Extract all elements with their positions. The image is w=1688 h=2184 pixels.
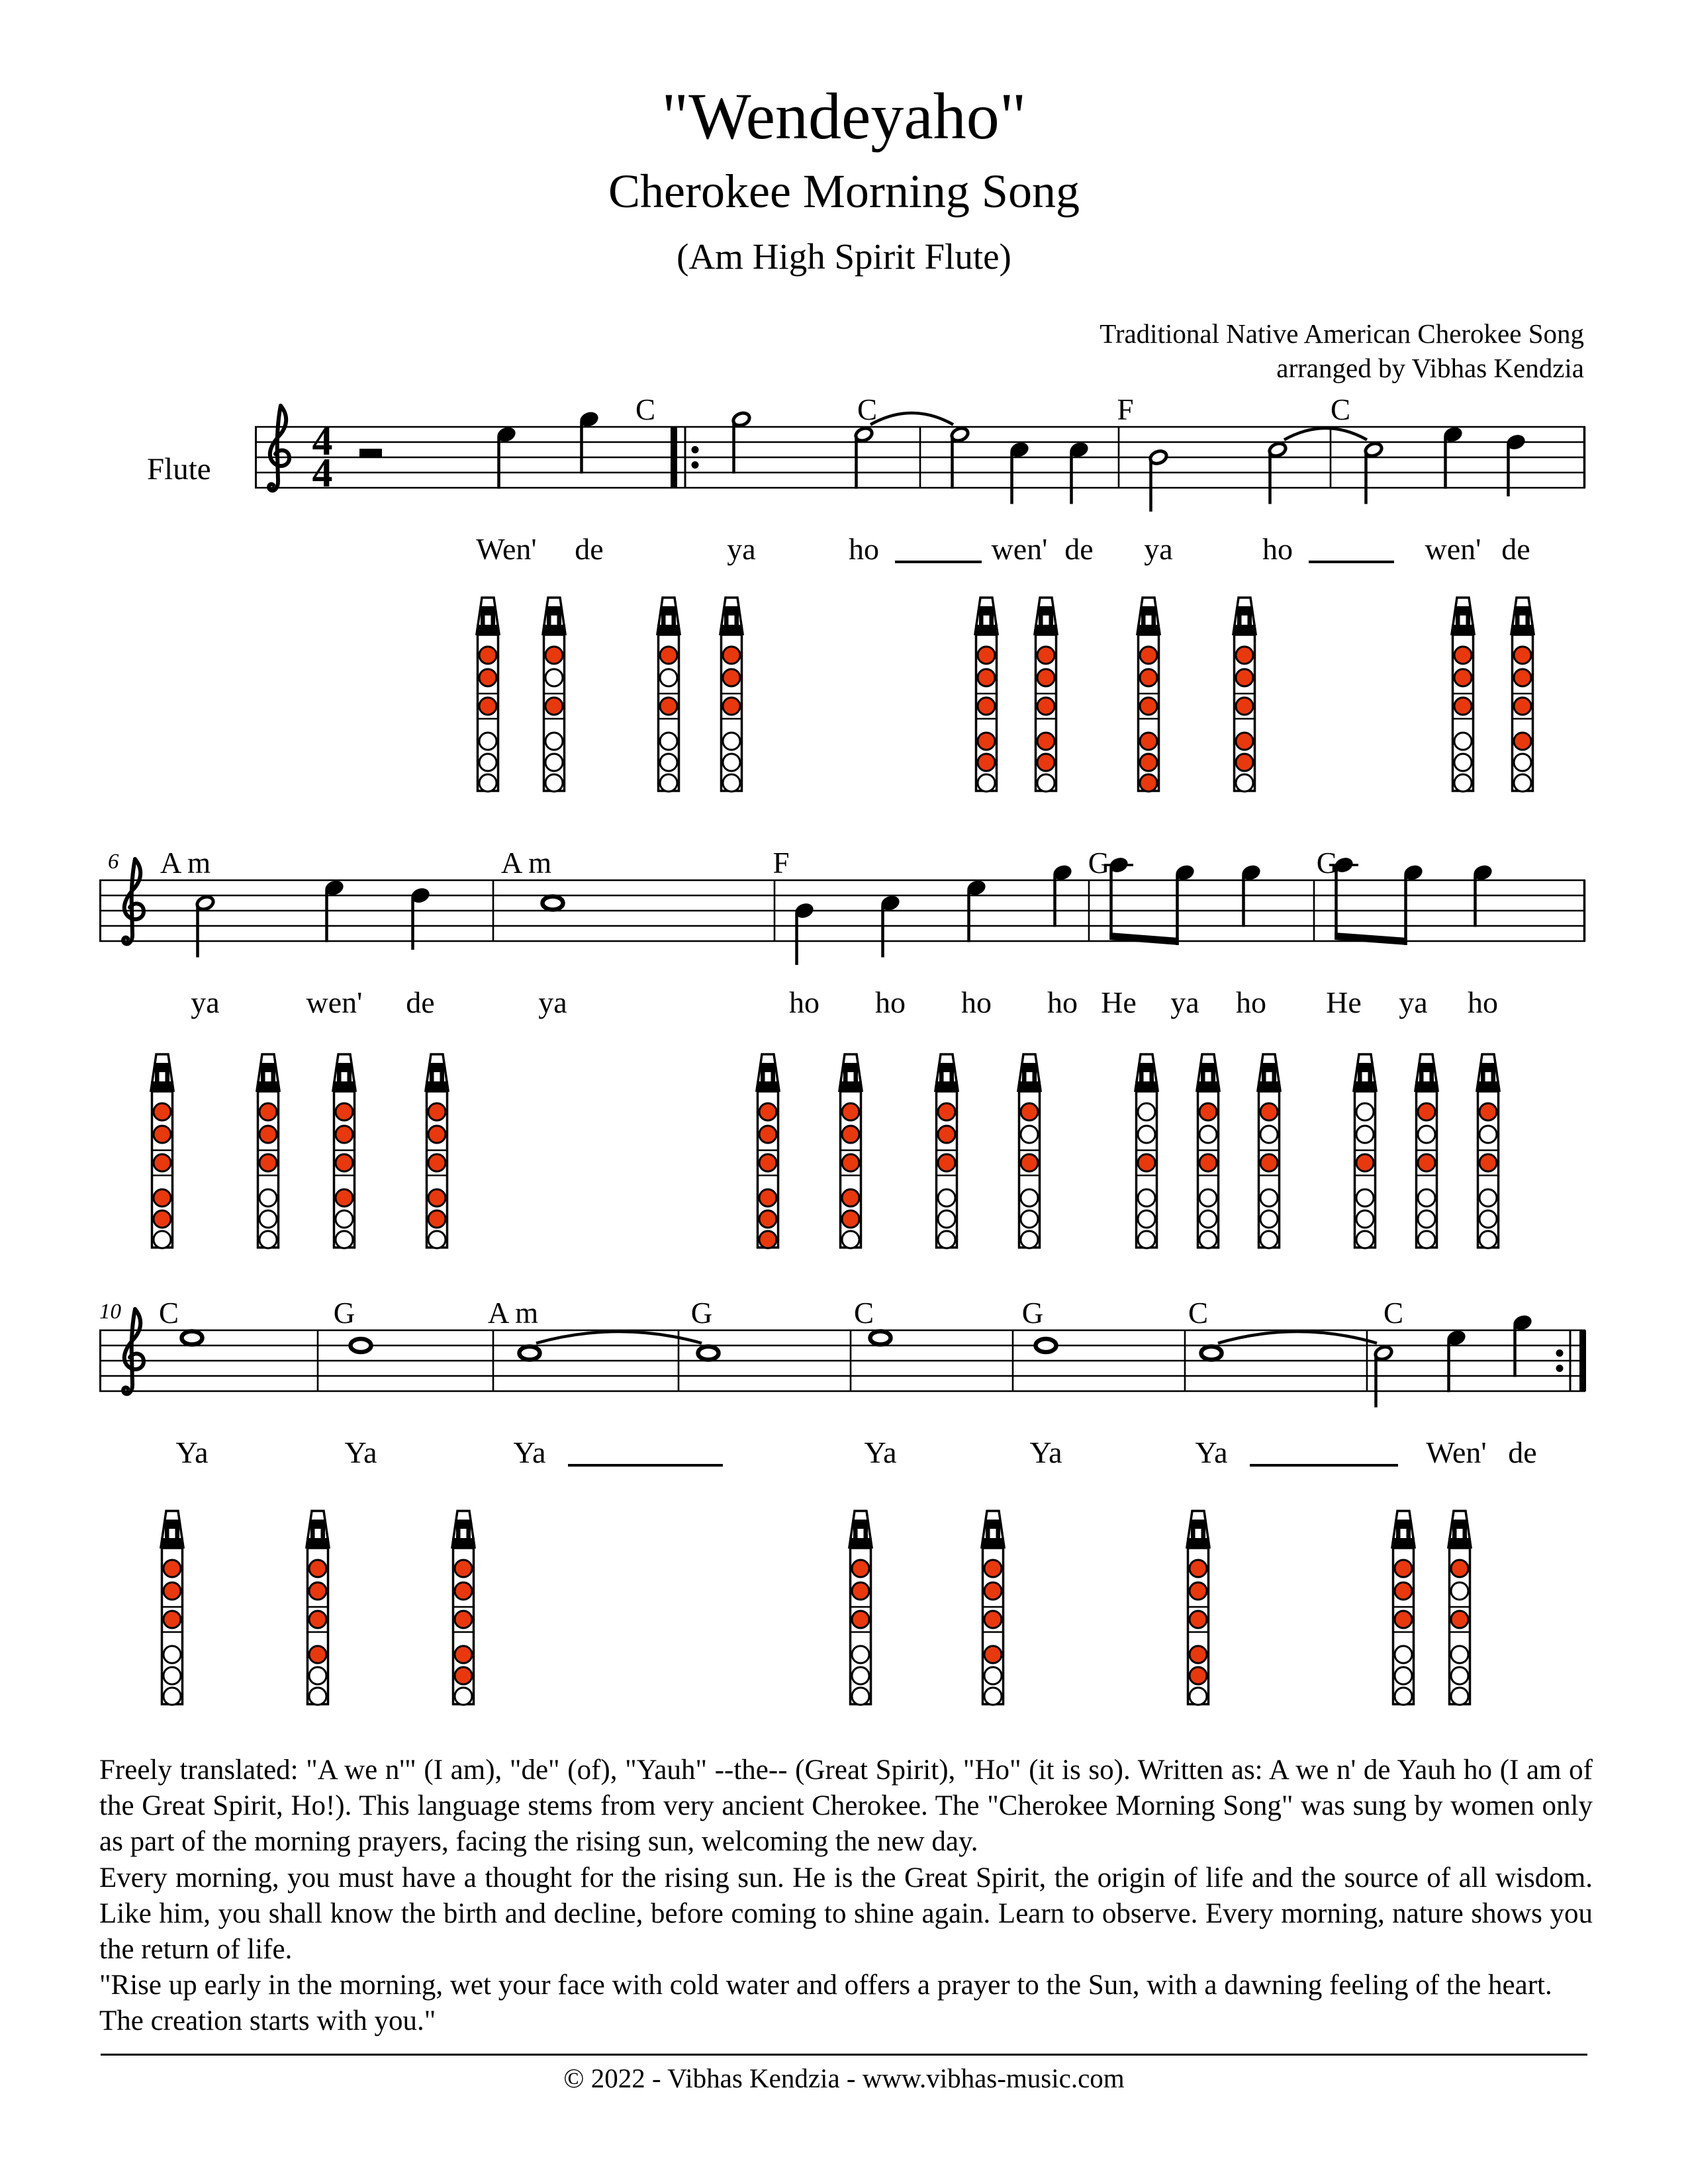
open-hole (1418, 1189, 1435, 1206)
closed-hole (455, 1611, 472, 1628)
closed-hole (455, 1646, 472, 1663)
closed-hole (938, 1103, 955, 1120)
flute-fingering-diagram (1227, 596, 1262, 793)
closed-hole (309, 1582, 326, 1600)
flute-fingering-diagram (1181, 1509, 1215, 1706)
closed-hole (1260, 1154, 1278, 1171)
closed-hole (978, 754, 995, 771)
closed-hole (164, 1611, 181, 1628)
flute-fingering-diagram (1191, 1052, 1225, 1250)
closed-hole (1454, 669, 1472, 686)
chord-symbol: G (1316, 846, 1338, 880)
closed-hole (336, 1126, 353, 1143)
flute-fingering-diagram (420, 1052, 454, 1250)
closed-hole (309, 1611, 326, 1628)
time-signature-bottom: 4 (312, 451, 333, 496)
closed-hole (1037, 669, 1055, 686)
chord-symbol: G (690, 1297, 713, 1330)
lyric-syllable: de (1064, 532, 1094, 566)
half-rest (359, 449, 382, 457)
open-hole (1451, 1582, 1468, 1600)
chord-symbol: C (1188, 1297, 1209, 1330)
lyric-syllable: de (1508, 1435, 1537, 1469)
closed-hole (723, 698, 740, 715)
lyric-syllable: wen' (306, 985, 363, 1019)
open-hole (455, 1688, 472, 1705)
closed-hole (984, 1646, 1002, 1663)
page-subtitle: Cherokee Morning Song (608, 165, 1080, 218)
lyric-syllable: ya (727, 532, 756, 566)
lyric-syllable: ya (1144, 532, 1173, 566)
closed-hole (1418, 1154, 1435, 1171)
flute-fingering-diagram (471, 596, 505, 793)
closed-hole (852, 1611, 869, 1628)
chord-symbol: C (857, 393, 878, 426)
footer-rule (101, 2054, 1587, 2056)
lyric-syllable: ho (1047, 985, 1078, 1019)
open-hole (1138, 1189, 1155, 1206)
translation-paragraph-2: Every morning, you must have a thought for the rising sun. He is the Great Spirit, the origin of life and the source of all wisdom. Like him, you shall know the birth and decline, before coming to shine again. Learn to observe. Every morning, nature shows you the return of life. (99, 1862, 1593, 1965)
closed-hole (978, 698, 995, 715)
closed-hole (1514, 733, 1531, 750)
closed-hole (1140, 647, 1157, 664)
open-hole (1395, 1688, 1412, 1705)
open-hole (852, 1667, 869, 1684)
tie-arc (870, 413, 953, 425)
closed-hole (154, 1154, 171, 1171)
open-hole (545, 733, 563, 750)
flute-fingering-diagram (251, 1052, 285, 1250)
flute-fingering-diagram (651, 596, 686, 793)
closed-hole (154, 1189, 171, 1206)
lyric-syllable: Ya (864, 1435, 897, 1469)
closed-hole (455, 1582, 472, 1600)
lyric-extender (1250, 1464, 1398, 1467)
lyric-syllable: Wen' (1426, 1435, 1487, 1469)
closed-hole (259, 1103, 277, 1120)
closed-hole (1454, 647, 1472, 664)
open-hole (1021, 1126, 1038, 1143)
closed-hole (259, 1154, 277, 1171)
open-hole (723, 733, 740, 750)
whole-note (1201, 1347, 1222, 1360)
tie-arc (1284, 428, 1367, 440)
open-hole (259, 1189, 277, 1206)
closed-hole (759, 1126, 776, 1143)
open-hole (1395, 1646, 1412, 1663)
part-label: Flute (147, 452, 211, 486)
open-hole (1451, 1667, 1468, 1684)
open-hole (660, 754, 677, 771)
open-hole (1454, 754, 1472, 771)
closed-hole (1260, 1103, 1278, 1120)
closed-hole (984, 1582, 1002, 1600)
lyric-syllable: Ya (513, 1435, 546, 1469)
lyric-syllable: ya (538, 985, 567, 1019)
open-hole (984, 1688, 1002, 1705)
lyric-syllable: ho (789, 985, 820, 1019)
closed-hole (1514, 647, 1531, 664)
open-hole (1260, 1126, 1278, 1143)
flute-fingering-diagram (929, 1052, 964, 1250)
lyric-syllable: ya (191, 985, 220, 1019)
open-hole (1021, 1189, 1038, 1206)
flute-fingering-diagram (1348, 1052, 1382, 1250)
flute-fingering-diagram (145, 1052, 179, 1250)
lyric-syllable: ya (1399, 985, 1428, 1019)
closed-hole (309, 1560, 326, 1577)
flute-fingering-diagram (537, 596, 571, 793)
open-hole (1454, 733, 1472, 750)
open-hole (1479, 1126, 1497, 1143)
closed-hole (479, 647, 496, 664)
flute-fingering-diagram (843, 1509, 878, 1706)
closed-hole (309, 1646, 326, 1663)
chord-symbol: C (635, 393, 656, 426)
chord-symbol: C (158, 1297, 179, 1330)
closed-hole (1199, 1103, 1217, 1120)
chord-symbol: A m (500, 846, 552, 880)
eighth-beam (1335, 933, 1407, 945)
closed-hole (938, 1154, 955, 1171)
measure-number: 10 (99, 1300, 121, 1324)
chord-symbol: C (1383, 1297, 1404, 1330)
open-hole (1479, 1189, 1497, 1206)
open-hole (545, 754, 563, 771)
closed-hole (1451, 1560, 1468, 1577)
lyric-syllable: ho (849, 532, 879, 566)
open-hole (1418, 1126, 1435, 1143)
closed-hole (428, 1126, 445, 1143)
lyric-extender (1309, 561, 1394, 563)
open-hole (938, 1189, 955, 1206)
chord-symbol: G (1021, 1297, 1044, 1330)
closed-hole (984, 1611, 1002, 1628)
lyric-extender (568, 1464, 723, 1467)
closed-hole (1236, 669, 1253, 686)
closed-hole (336, 1189, 353, 1206)
flute-fingering-diagram (1505, 596, 1540, 793)
open-hole (660, 669, 677, 686)
closed-hole (660, 698, 677, 715)
closed-hole (1021, 1103, 1038, 1120)
closed-hole (759, 1103, 776, 1120)
closed-hole (1356, 1154, 1374, 1171)
open-hole (479, 733, 496, 750)
closed-hole (545, 647, 563, 664)
flute-fingering-diagram (301, 1509, 335, 1706)
copyright-footer: © 2022 - Vibhas Kendzia - www.vibhas-music.com (563, 2063, 1125, 2093)
closed-hole (154, 1126, 171, 1143)
flute-fingering-diagram (1446, 596, 1480, 793)
closed-hole (1140, 733, 1157, 750)
closed-hole (1190, 1611, 1207, 1628)
closed-hole (852, 1560, 869, 1577)
closed-hole (1236, 733, 1253, 750)
open-hole (1356, 1103, 1374, 1120)
whole-note (351, 1339, 371, 1352)
chord-symbol: G (1088, 846, 1110, 880)
open-hole (852, 1646, 869, 1663)
closed-hole (1037, 698, 1055, 715)
open-hole (1356, 1126, 1374, 1143)
closed-hole (1190, 1667, 1207, 1684)
closed-hole (1479, 1154, 1497, 1171)
lyric-syllable: ya (1170, 985, 1199, 1019)
open-hole (545, 669, 563, 686)
flute-fingering-diagram (1131, 596, 1166, 793)
closed-hole (259, 1126, 277, 1143)
lyric-syllable: de (575, 532, 604, 566)
closed-hole (154, 1103, 171, 1120)
closed-hole (1395, 1582, 1412, 1600)
closed-hole (336, 1103, 353, 1120)
flute-fingering-diagram (327, 1052, 361, 1250)
closed-hole (1140, 669, 1157, 686)
open-hole (309, 1688, 326, 1705)
closed-hole (336, 1154, 353, 1171)
measure-number: 6 (108, 850, 119, 874)
closed-hole (1454, 698, 1472, 715)
closed-hole (978, 647, 995, 664)
instrument-note: (Am High Spirit Flute) (677, 236, 1011, 277)
open-hole (1451, 1688, 1468, 1705)
open-hole (1451, 1646, 1468, 1663)
open-hole (1199, 1189, 1217, 1206)
staff-system-2 (0, 771, 1688, 1003)
tie-arc (536, 1332, 702, 1343)
open-hole (479, 754, 496, 771)
closed-hole (984, 1560, 1002, 1577)
page-title: "Wendeyaho" (661, 79, 1027, 153)
lyric-syllable: Wen' (476, 532, 537, 566)
closed-hole (938, 1126, 955, 1143)
open-hole (984, 1667, 1002, 1684)
lyric-syllable: wen' (1425, 532, 1481, 566)
chord-symbol: A m (160, 846, 211, 880)
flute-fingering-diagram (833, 1052, 868, 1250)
open-hole (164, 1667, 181, 1684)
tie-arc (1218, 1332, 1377, 1343)
flute-fingering-diagram (1409, 1052, 1444, 1250)
flute-fingering-diagram (1442, 1509, 1477, 1706)
lyric-syllable: He (1101, 985, 1137, 1019)
closed-hole (1514, 698, 1531, 715)
closed-hole (479, 698, 496, 715)
lyric-syllable: He (1326, 985, 1362, 1019)
flute-fingering-diagram (1029, 596, 1063, 793)
closed-hole (852, 1582, 869, 1600)
closed-hole (1190, 1582, 1207, 1600)
closed-hole (1199, 1154, 1217, 1171)
open-hole (309, 1667, 326, 1684)
closed-hole (660, 647, 677, 664)
flute-fingering-diagram (969, 596, 1004, 793)
open-hole (1138, 1126, 1155, 1143)
whole-note (1036, 1339, 1056, 1352)
closed-hole (1479, 1103, 1497, 1120)
chord-symbol: C (853, 1297, 874, 1330)
open-hole (1514, 754, 1531, 771)
open-hole (1138, 1103, 1155, 1120)
closed-hole (1451, 1611, 1468, 1628)
closed-hole (1190, 1646, 1207, 1663)
flute-fingering-diagram (714, 596, 749, 793)
lyric-syllable: Ya (175, 1435, 209, 1469)
open-hole (1395, 1667, 1412, 1684)
closed-hole (1418, 1103, 1435, 1120)
closed-hole (1037, 754, 1055, 771)
chord-symbol: C (1330, 393, 1351, 426)
translation-paragraph-1: Freely translated: "A we n'" (I am), "de" (of), "Yauh" --the-- (Great Spirit), "Ho" (it is so). Written as: A we n' de Yauh ho (I am of the Great Spirit, Ho!). This language stems from very ancient Cherokee. The "Cherokee Morning Song" was sung by women only as part of the morning prayers, facing the rising sun, welcoming the new day. (99, 1754, 1593, 1858)
closed-hole (1395, 1560, 1412, 1577)
flute-fingering-diagram (155, 1509, 189, 1706)
closed-hole (164, 1582, 181, 1600)
closed-hole (1037, 647, 1055, 664)
closed-hole (1021, 1154, 1038, 1171)
closed-hole (759, 1154, 776, 1171)
flute-fingering-diagram (1471, 1052, 1505, 1250)
closed-hole (723, 647, 740, 664)
closed-hole (842, 1154, 859, 1171)
open-hole (723, 754, 740, 771)
lyric-syllable: de (406, 985, 435, 1019)
flute-fingering-diagram (751, 1052, 785, 1250)
closed-hole (978, 733, 995, 750)
translation-note (99, 1752, 1593, 2039)
time-signature-top: 4 (312, 419, 333, 464)
whole-note (182, 1332, 203, 1345)
lyric-extender (895, 561, 982, 563)
closed-hole (1138, 1154, 1155, 1171)
lyric-syllable: ho (961, 985, 992, 1019)
flute-fingering-diagram (976, 1509, 1010, 1706)
closed-hole (428, 1103, 445, 1120)
whole-note (870, 1332, 891, 1345)
translation-paragraph-4: The creation starts with you." (99, 2005, 436, 2037)
lyric-syllable: de (1501, 532, 1530, 566)
closed-hole (978, 669, 995, 686)
open-hole (164, 1646, 181, 1663)
closed-hole (1140, 754, 1157, 771)
lyric-syllable: wen' (991, 532, 1048, 566)
lyric-syllable: Ya (344, 1435, 377, 1469)
flute-fingering-diagram (1386, 1509, 1421, 1706)
chord-symbol: F (1117, 393, 1134, 426)
lyric-syllable: ho (1236, 985, 1266, 1019)
closed-hole (842, 1126, 859, 1143)
chord-symbol: A m (487, 1297, 539, 1330)
staff-system-1 (0, 318, 1688, 549)
open-hole (164, 1688, 181, 1705)
closed-hole (455, 1560, 472, 1577)
open-hole (1190, 1688, 1207, 1705)
credit-line-2: arranged by Vibhas Kendzia (1276, 353, 1584, 384)
closed-hole (1236, 698, 1253, 715)
open-hole (1199, 1126, 1217, 1143)
closed-hole (455, 1667, 472, 1684)
lyric-syllable: Ya (1029, 1435, 1062, 1469)
closed-hole (479, 669, 496, 686)
flute-fingering-diagram (1252, 1052, 1286, 1250)
closed-hole (1236, 754, 1253, 771)
eighth-beam (1109, 933, 1179, 945)
closed-hole (1395, 1611, 1412, 1628)
closed-hole (842, 1189, 859, 1206)
credit-line-1: Traditional Native American Cherokee Song (1100, 318, 1584, 349)
closed-hole (1140, 698, 1157, 715)
open-hole (1260, 1189, 1278, 1206)
whole-note (698, 1347, 719, 1360)
closed-hole (428, 1189, 445, 1206)
open-hole (1356, 1189, 1374, 1206)
chord-symbol: F (773, 846, 790, 880)
lyric-syllable: ho (875, 985, 906, 1019)
flute-fingering-diagram (1129, 1052, 1164, 1250)
flute-fingering-diagram (1012, 1052, 1047, 1250)
lyric-syllable: Ya (1195, 1435, 1228, 1469)
open-hole (852, 1688, 869, 1705)
staff-system-3 (0, 1221, 1688, 1453)
closed-hole (164, 1560, 181, 1577)
lyric-syllable: ho (1262, 532, 1293, 566)
open-hole (660, 733, 677, 750)
whole-note (543, 897, 563, 910)
closed-hole (723, 669, 740, 686)
closed-hole (1514, 669, 1531, 686)
whole-note (520, 1347, 540, 1360)
closed-hole (759, 1189, 776, 1206)
closed-hole (1190, 1560, 1207, 1577)
closed-hole (545, 698, 563, 715)
translation-paragraph-3: "Rise up early in the morning, wet your face with cold water and offers a prayer to the Sun, with a dawning feeling of the heart. (99, 1970, 1552, 2001)
closed-hole (428, 1154, 445, 1171)
lyric-syllable: ho (1468, 985, 1498, 1019)
chord-symbol: G (333, 1297, 355, 1330)
flute-fingering-diagram (446, 1509, 481, 1706)
closed-hole (842, 1103, 859, 1120)
closed-hole (1037, 733, 1055, 750)
closed-hole (1236, 647, 1253, 664)
